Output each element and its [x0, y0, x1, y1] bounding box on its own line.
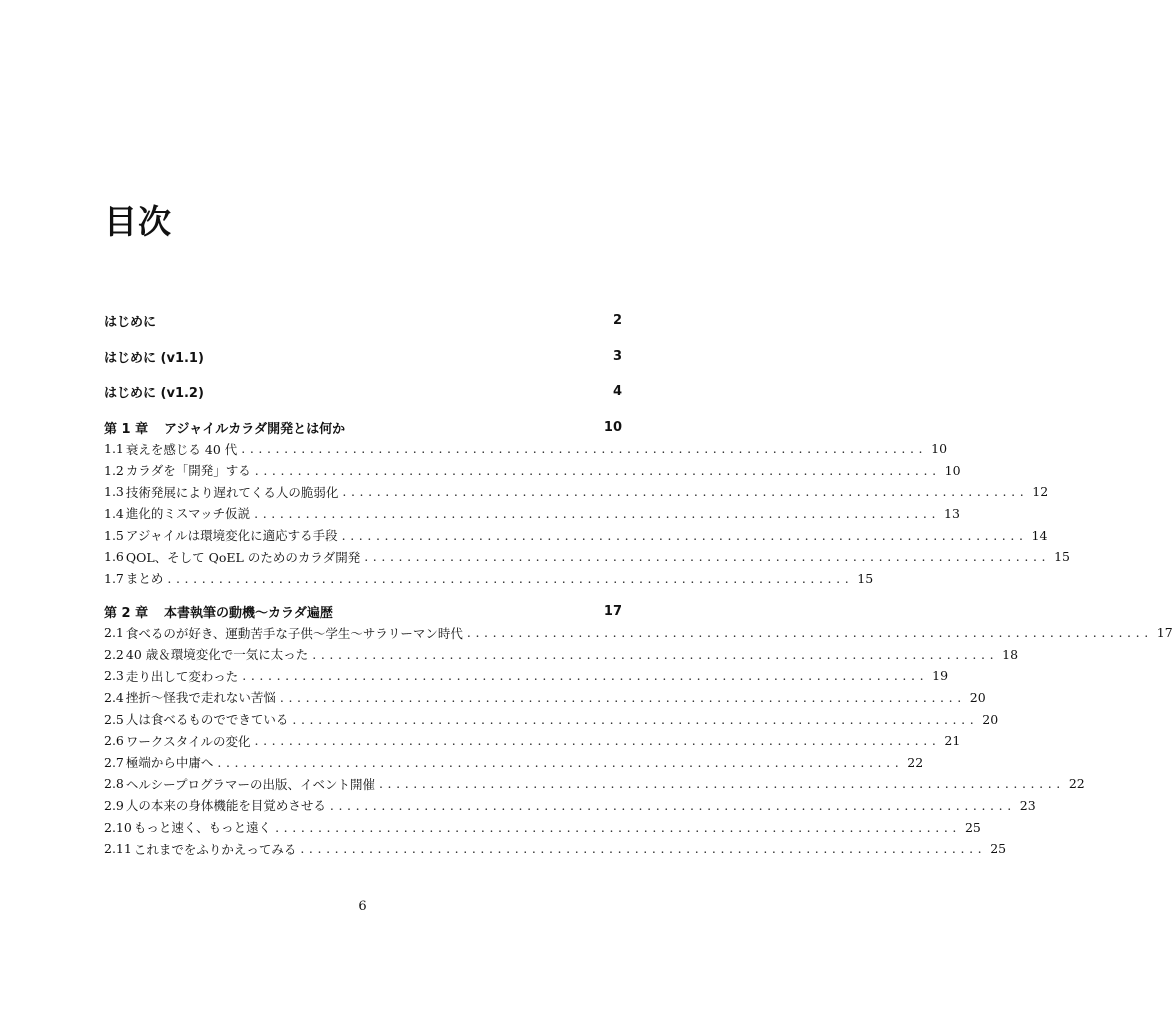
- toc-entry-title: 極端から中庸へ: [125, 755, 214, 771]
- toc-entry-title: 技術発展により遅れてくる人の脆弱化: [125, 484, 339, 500]
- toc-entry-number: 1.3: [104, 484, 124, 500]
- toc-entry-number: 2.10: [104, 819, 132, 835]
- toc-entry-title: 進化的ミスマッチ仮説: [125, 506, 251, 522]
- toc-entry-title: QOL、そして QoEL のためのカラダ開発: [125, 549, 361, 565]
- toc-section-entry[interactable]: [104, 643, 1019, 665]
- toc-entry-title: 本書執筆の動機〜カラダ遍歴: [164, 605, 333, 621]
- toc-leader-dots: ................................................................................: [292, 711, 979, 727]
- toc-section-entry[interactable]: [104, 622, 1173, 644]
- toc-entry-page: 18: [1002, 646, 1019, 662]
- toc-entry-title: ヘルシープログラマーの出版、イベント開催: [125, 776, 375, 792]
- toc-chapter-entry[interactable]: [104, 600, 622, 622]
- toc-section-entry[interactable]: [104, 481, 1049, 503]
- toc-entry-number: 第 2 章: [104, 605, 149, 621]
- toc-section-entry[interactable]: [104, 686, 986, 708]
- toc-front-entry[interactable]: [104, 380, 622, 402]
- toc-entry-title: これまでをふりかえってみる: [133, 841, 297, 857]
- toc-entry-page: 13: [944, 505, 960, 521]
- toc-entry-page: 20: [982, 711, 999, 727]
- toc-entry-title: まとめ: [125, 571, 164, 587]
- toc-section-entry[interactable]: [104, 502, 960, 524]
- toc-front-entry[interactable]: [104, 309, 622, 331]
- toc-entry-title: カラダを「開発」する: [125, 463, 251, 479]
- toc-leader-dots: ................................................................................: [242, 668, 929, 684]
- toc-entry-title: 挫折〜怪我で走れない苦悩: [125, 690, 276, 706]
- toc-entry-title: 人は食べるものでできている: [125, 712, 289, 727]
- toc-entry-page: 2: [612, 312, 622, 328]
- toc-entry-title: 走り出して変わった: [125, 668, 239, 684]
- toc-entry-number: 2.6: [104, 733, 124, 749]
- toc-leader-dots: ................................................................................: [167, 570, 854, 586]
- toc-entry-page: 22: [1068, 776, 1085, 792]
- toc-leader-dots: ................................................................................: [466, 625, 1153, 641]
- toc-entry-title: はじめに (v1.1): [104, 350, 204, 366]
- toc-section-entry[interactable]: [104, 438, 948, 460]
- toc-entry-page: 15: [1054, 549, 1070, 565]
- toc-entry-title: もっと速く、もっと遠く: [133, 820, 272, 835]
- toc-entry-title: 衰えを感じる 40 代: [125, 441, 238, 457]
- toc-entry-number: 2.8: [104, 776, 124, 792]
- toc-entry-number: 2.5: [104, 711, 124, 727]
- toc-leader-dots: ................................................................................: [275, 819, 961, 835]
- toc-chapter-entry[interactable]: [104, 416, 622, 438]
- toc-entry-number: 2.9: [104, 797, 124, 813]
- toc-front-entry[interactable]: [104, 345, 622, 367]
- toc-entry-number: 2.4: [104, 689, 124, 705]
- toc-entry-page: 12: [1032, 484, 1049, 500]
- toc-leader-dots: ................................................................................: [254, 733, 941, 749]
- toc-entry-number: 1.6: [104, 549, 124, 565]
- toc-section-entry[interactable]: [104, 730, 961, 752]
- toc-entry-title: 人の本来の身体機能を目覚めさせる: [125, 798, 326, 814]
- toc-leader-dots: ................................................................................: [279, 689, 966, 705]
- toc-entry-number: 1.5: [104, 527, 124, 543]
- toc-leader-dots: ................................................................................: [254, 505, 941, 521]
- page-number: 6: [358, 899, 367, 914]
- toc-entry-number: 1.7: [104, 570, 124, 586]
- toc-entry-number: 2.1: [104, 625, 124, 641]
- toc-entry-title: 40 歳＆環境変化で一気に太った: [125, 647, 309, 663]
- page-title: 目次: [104, 202, 172, 241]
- toc-entry-page: 10: [931, 441, 948, 457]
- toc-leader-dots: ................................................................................: [254, 462, 941, 478]
- toc-entry-number: 1.2: [104, 462, 124, 478]
- toc-section-entry[interactable]: [104, 524, 1048, 546]
- toc-entry-page: 25: [990, 841, 1007, 857]
- toc-leader-dots: ................................................................................: [241, 441, 928, 457]
- toc-entry-title: アジャイルは環境変化に適応する手段: [125, 528, 338, 543]
- toc-entry-page: 14: [1031, 527, 1048, 543]
- toc-leader-dots: ................................................................................: [364, 549, 1051, 565]
- toc-entry-page: 3: [612, 348, 622, 364]
- toc-leader-dots: ................................................................................: [312, 646, 999, 662]
- toc-entry-title: はじめに (v1.2): [104, 385, 204, 401]
- toc-entry-page: 10: [603, 419, 622, 435]
- toc-entry-title: 食べるのが好き、運動苦手な子供〜学生〜サラリーマン時代: [125, 625, 463, 641]
- toc-leader-dots: ................................................................................: [329, 797, 1016, 813]
- toc-leader-dots: ................................................................................: [341, 527, 1028, 543]
- toc-section-entry[interactable]: [104, 459, 961, 481]
- toc-entry-title: はじめに: [104, 314, 157, 330]
- toc-entry-page: 25: [964, 819, 981, 835]
- toc-section-entry[interactable]: [104, 546, 1070, 568]
- toc-entry-number: 2.3: [104, 668, 124, 684]
- toc-section-entry[interactable]: [104, 794, 1036, 816]
- toc-entry-page: 17: [603, 603, 622, 619]
- toc-entry-number: 2.11: [104, 841, 132, 857]
- toc-entry-page: 20: [969, 689, 986, 705]
- toc-section-entry[interactable]: [104, 838, 1007, 860]
- toc-section-entry[interactable]: [104, 751, 924, 773]
- toc-entry-page: 21: [944, 733, 961, 749]
- toc-section-entry[interactable]: [104, 773, 1085, 795]
- toc-entry-title: アジャイルカラダ開発とは何か: [164, 421, 346, 437]
- toc-section-entry[interactable]: [104, 567, 874, 589]
- toc-entry-number: 1.1: [104, 441, 124, 457]
- toc-entry-page: 22: [907, 754, 924, 770]
- toc-leader-dots: ................................................................................: [300, 841, 987, 857]
- toc-leader-dots: ................................................................................: [217, 754, 904, 770]
- toc-entry-number: 2.2: [104, 646, 124, 662]
- toc-section-entry[interactable]: [104, 708, 999, 730]
- toc-entry-page: 23: [1019, 797, 1036, 813]
- toc-section-entry[interactable]: [104, 816, 981, 838]
- toc-entry-title: ワークスタイルの変化: [125, 733, 251, 749]
- toc-entry-number: 1.4: [104, 505, 124, 521]
- toc-entry-page: 17: [1156, 625, 1173, 641]
- toc-entry-page: 15: [857, 570, 874, 586]
- toc-entry-page: 4: [612, 383, 622, 399]
- toc-entry-number: 第 1 章: [104, 421, 149, 437]
- toc-leader-dots: ................................................................................: [342, 484, 1029, 500]
- toc-entry-number: 2.7: [104, 754, 124, 770]
- toc-leader-dots: ................................................................................: [378, 776, 1065, 792]
- toc-entry-page: 10: [944, 462, 961, 478]
- toc-entry-page: 19: [932, 668, 949, 684]
- toc-section-entry[interactable]: [104, 665, 949, 687]
